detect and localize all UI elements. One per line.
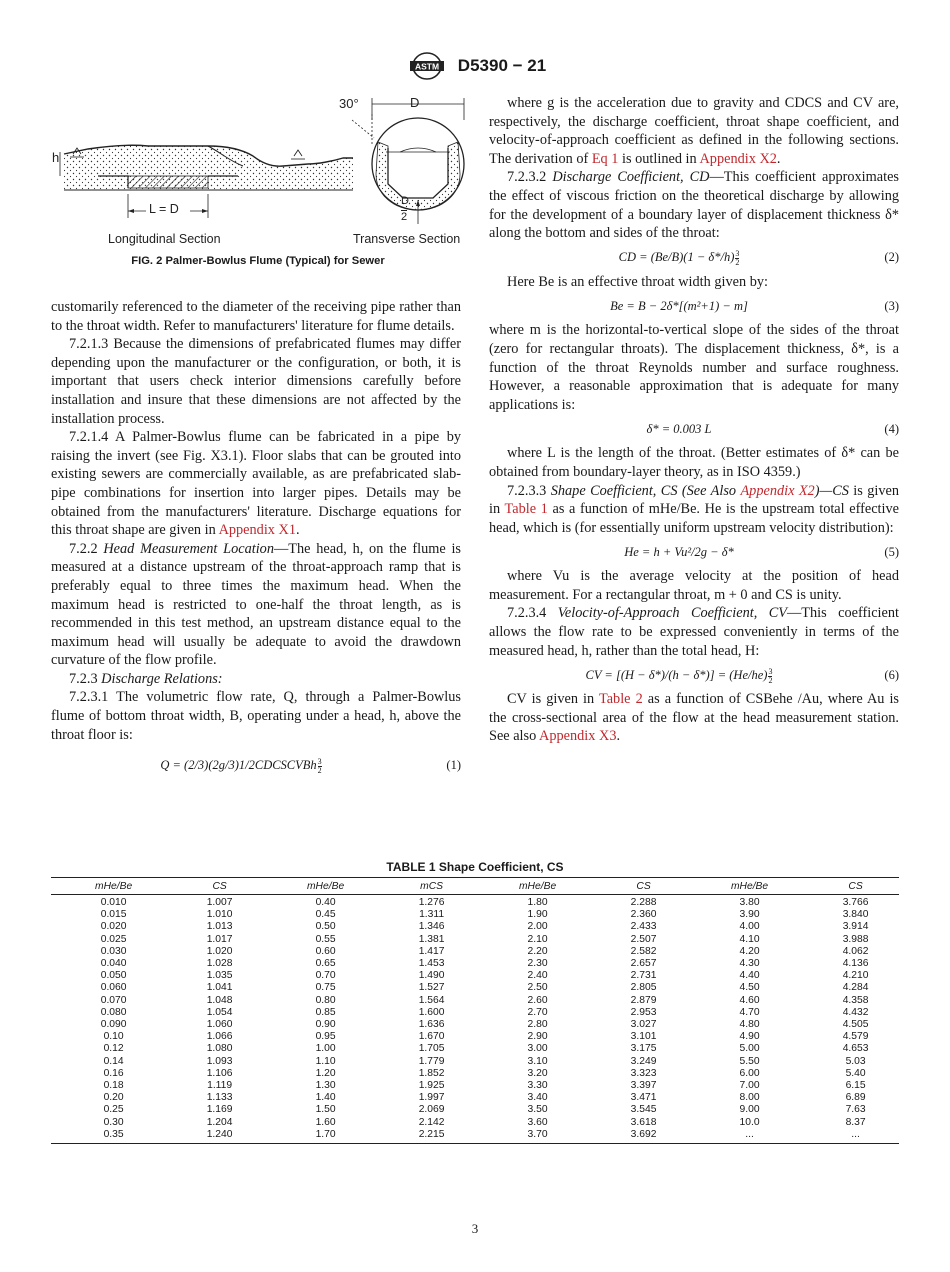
table-cell: 0.65 xyxy=(315,958,336,970)
head-label: h xyxy=(52,150,60,165)
table-row xyxy=(51,1117,899,1129)
table-cell: 2.805 xyxy=(630,982,657,994)
table-cell: 1.705 xyxy=(418,1043,445,1055)
paragraph: 7.2.1.4 A Palmer-Bowlus flume can be fabricated in a pipe by raising the invert (see Fig. X3.1). Floor slabs that can be grouted into existing sewers are commercially available, as are prefabricated slab-pipe combinations for insertion into larger pipes. Details may be obtained from the manufacturers' literature. Discharge equations for this throat shape are given in Appendix X1. xyxy=(51,429,461,539)
table-cell: 1.080 xyxy=(206,1043,233,1055)
equation-3 xyxy=(489,291,899,321)
table-cell: 1.453 xyxy=(418,958,445,970)
table-cell: 4.90 xyxy=(739,1031,760,1043)
table-cell: 1.311 xyxy=(419,909,445,921)
table-cell: ... xyxy=(812,1129,899,1144)
table-cell: 4.432 xyxy=(842,1006,869,1018)
column-header: CS xyxy=(176,878,263,895)
table-cell: 0.20 xyxy=(103,1092,124,1104)
table-row xyxy=(51,895,899,910)
table-cell: 3.80 xyxy=(739,897,760,908)
table-cell: 1.600 xyxy=(418,1006,445,1018)
paragraph: CV is given in Table 2 as a function of CSBehe /Au, where Au is the cross-sectional area of the flow at the head measurement station. See also Appendix X3. xyxy=(489,691,899,745)
table-cell: 1.133 xyxy=(206,1092,233,1104)
table-cell: 3.175 xyxy=(630,1043,657,1055)
table-cell: 5.03 xyxy=(845,1055,866,1067)
paragraph: 7.2.1.3 Because the dimensions of prefabricated flumes may differ depending upon the manufacturer or the configuration, or both, it is important that users check interior dimensions carefully before installation and insure that these dimensions are not affected by the installation process. xyxy=(51,336,461,427)
table-cell: 2.879 xyxy=(630,994,657,1006)
table-cell: 2.215 xyxy=(388,1129,475,1144)
table-cell: 0.16 xyxy=(103,1067,124,1079)
table-cell: 2.360 xyxy=(630,909,657,921)
table-cell: 2.40 xyxy=(527,970,548,982)
table-cell: 1.048 xyxy=(206,994,233,1006)
table-cell: 1.490 xyxy=(418,970,445,982)
paragraph: where m is the horizontal-to-vertical slope of the sides of the throat (zero for rectangular throats). The displacement thickness, δ*, is a function of the throat Reynolds number and surface roughness. However, a reasonable approximation that is adequate for many applications is: xyxy=(489,322,899,413)
table-cell: 3.692 xyxy=(600,1129,687,1144)
table-cell: 1.636 xyxy=(418,1019,445,1031)
table-cell: 4.653 xyxy=(842,1043,869,1055)
table-row xyxy=(51,1043,899,1055)
table-cell: 3.101 xyxy=(630,1031,657,1043)
table-cell: 8.00 xyxy=(739,1092,760,1104)
table-cell: 10.0 xyxy=(739,1116,760,1128)
table-cell: 6.15 xyxy=(845,1080,866,1092)
table-row xyxy=(51,921,899,933)
equation-number: (3) xyxy=(884,299,899,314)
table-row xyxy=(51,1007,899,1019)
table-cell: 2.069 xyxy=(418,1104,445,1116)
table-cell: 0.80 xyxy=(315,994,336,1006)
table-cell: 0.010 xyxy=(100,897,127,908)
table-cell: 4.20 xyxy=(739,945,760,957)
appendix-x2-link[interactable]: Appendix X2 xyxy=(699,150,777,167)
table-cell: 1.054 xyxy=(206,1006,233,1018)
table-cell: 0.85 xyxy=(315,1006,336,1018)
table-cell: 2.288 xyxy=(630,897,657,908)
svg-text:ASTM: ASTM xyxy=(414,61,439,72)
table-cell: 0.70 xyxy=(315,970,336,982)
table-cell: 1.007 xyxy=(206,897,233,908)
paragraph: 7.2.3.1 The volumetric flow rate, Q, through a Palmer-Bowlus flume of bottom throat width, B, operating under a head, h, above the throat floor is: xyxy=(51,689,461,743)
table-cell: 1.066 xyxy=(206,1031,233,1043)
table-cell: 1.997 xyxy=(418,1092,445,1104)
table-cell: 3.840 xyxy=(842,909,869,921)
column-header: mHe/Be xyxy=(687,878,812,895)
table-cell: 2.30 xyxy=(527,958,548,970)
appendix-x2-link[interactable]: Appendix X2 xyxy=(740,482,815,499)
table-cell: 0.60 xyxy=(315,945,336,957)
table-cell: 2.731 xyxy=(630,970,657,982)
table-cell: 9.00 xyxy=(739,1104,760,1116)
paragraph: Here Be is an effective throat width given by: xyxy=(507,273,768,290)
table-cell: 1.670 xyxy=(418,1031,445,1043)
table-cell: 1.240 xyxy=(176,1129,263,1144)
table-cell: 2.657 xyxy=(630,958,657,970)
table-cell: 4.80 xyxy=(739,1019,760,1031)
figure-caption: FIG. 2 Palmer-Bowlus Flume (Typical) for Sewer xyxy=(131,255,385,267)
table-cell: 0.40 xyxy=(315,897,336,908)
table-cell: 2.10 xyxy=(527,933,548,945)
table-cell: 1.60 xyxy=(315,1116,336,1128)
equation-body: δ* = 0.003 L xyxy=(646,422,712,437)
table-row xyxy=(51,946,899,958)
equation-2 xyxy=(489,243,899,273)
angle-label: 30° xyxy=(339,96,359,111)
table-cell: 1.041 xyxy=(206,982,233,994)
table-row xyxy=(51,1031,899,1043)
table-cell: 2.20 xyxy=(527,945,548,957)
table-cell: 0.060 xyxy=(100,982,127,994)
table-cell: 7.63 xyxy=(845,1104,866,1116)
table-row xyxy=(51,934,899,946)
table-header-row xyxy=(51,878,899,895)
half-diameter-denominator: 2 xyxy=(401,211,408,223)
table-cell: 4.50 xyxy=(739,982,760,994)
table-cell: 2.142 xyxy=(418,1116,445,1128)
table-cell: 4.60 xyxy=(739,994,760,1006)
paragraph: 7.2.3.3 Shape Coefficient, CS (See Also Appendix X2)—CS is given in Table 1 as a function of mHe/Be. He is the upstream total effective head, which is (for essentially uniform upstream velocity distribution): xyxy=(489,482,899,536)
table-cell: 1.106 xyxy=(206,1067,233,1079)
table-cell: 4.00 xyxy=(739,921,760,933)
table-cell: 4.284 xyxy=(842,982,869,994)
table-cell: 1.20 xyxy=(315,1067,336,1079)
appendix-x3-link[interactable]: Appendix X3 xyxy=(539,728,617,745)
table-cell: 3.397 xyxy=(630,1080,657,1092)
table-cell: 1.346 xyxy=(418,921,445,933)
table-row xyxy=(51,995,899,1007)
table-cell: 3.471 xyxy=(630,1092,657,1104)
table-cell: 1.035 xyxy=(206,970,233,982)
table-1-link[interactable]: Table 1 xyxy=(504,501,548,518)
equation-body: Be = B − 2δ*[(m²+1) − m] xyxy=(610,299,748,314)
table-cell: 1.779 xyxy=(418,1055,445,1067)
table-cell: 1.00 xyxy=(315,1043,336,1055)
shape-coefficient-table xyxy=(51,877,899,1144)
column-header: CS xyxy=(600,878,687,895)
paragraph: where Vu is the average velocity at the position of head measurement. For a rectangular throat, m + 0 and CS is unity. xyxy=(489,568,899,603)
table-cell: 1.40 xyxy=(315,1092,336,1104)
table-cell: 0.75 xyxy=(315,982,336,994)
table-cell: 0.45 xyxy=(315,909,336,921)
table-row xyxy=(51,1019,899,1031)
table-cell: 0.015 xyxy=(100,909,127,921)
table-cell: 5.00 xyxy=(739,1043,760,1055)
table-cell: 3.20 xyxy=(527,1067,548,1079)
table-cell: 0.080 xyxy=(100,1006,127,1018)
table-row xyxy=(51,1129,899,1144)
table-cell: 1.852 xyxy=(418,1067,445,1079)
table-cell: 4.062 xyxy=(842,945,869,957)
table-row xyxy=(51,1056,899,1068)
table-row xyxy=(51,1104,899,1116)
table-cell: 1.381 xyxy=(418,933,445,945)
table-cell: 3.60 xyxy=(527,1116,548,1128)
table-cell: 1.017 xyxy=(206,933,233,945)
table-cell: 1.80 xyxy=(527,897,548,908)
table-cell: 3.50 xyxy=(527,1104,548,1116)
table-cell: 0.30 xyxy=(103,1116,124,1128)
table-row xyxy=(51,1080,899,1092)
table-cell: 3.40 xyxy=(527,1092,548,1104)
page-header xyxy=(0,52,950,82)
table-cell: 1.013 xyxy=(206,921,233,933)
astm-logo-icon xyxy=(404,52,450,80)
table-cell: 3.618 xyxy=(630,1116,657,1128)
diameter-label: D xyxy=(410,95,420,110)
table-cell: 3.00 xyxy=(527,1043,548,1055)
table-cell: 3.766 xyxy=(842,897,869,908)
table-cell: 0.030 xyxy=(100,945,127,957)
table-cell: 3.70 xyxy=(475,1129,600,1144)
table-cell: 0.10 xyxy=(103,1031,124,1043)
table-cell: 4.40 xyxy=(739,970,760,982)
table-cell: 0.050 xyxy=(100,970,127,982)
table-cell: 8.37 xyxy=(845,1116,866,1128)
equation-body: He = h + Vu²/2g − δ* xyxy=(624,544,734,559)
table-cell: 3.545 xyxy=(630,1104,657,1116)
equation-number: (5) xyxy=(884,544,899,559)
table-cell: 1.010 xyxy=(206,909,233,921)
table-cell: 1.30 xyxy=(315,1080,336,1092)
paragraph: customarily referenced to the diameter of the receiving pipe rather than to the throat width. Refer to manufacturers' literature for flume details. xyxy=(51,299,461,334)
table-cell: 3.10 xyxy=(527,1055,548,1067)
transverse-section-label: Transverse Section xyxy=(353,232,461,246)
table-cell: 0.090 xyxy=(100,1019,127,1031)
table-cell: 0.55 xyxy=(315,933,336,945)
equation-5 xyxy=(489,537,899,567)
table-cell: 4.505 xyxy=(842,1019,869,1031)
table-cell: 0.35 xyxy=(51,1129,176,1144)
eq-1-link[interactable]: Eq 1 xyxy=(591,150,619,167)
flume-figure xyxy=(48,94,468,274)
table-cell: 3.988 xyxy=(842,933,869,945)
table-cell: 0.50 xyxy=(315,921,336,933)
table-cell: 0.040 xyxy=(100,958,127,970)
table-cell: 2.70 xyxy=(527,1006,548,1018)
equation-4 xyxy=(489,414,899,444)
column-header: mHe/Be xyxy=(51,878,176,895)
table-cell: 1.417 xyxy=(418,945,445,957)
table-cell: 1.028 xyxy=(206,958,233,970)
length-label: L = D xyxy=(149,202,179,216)
half-diameter-numerator: D xyxy=(401,195,409,207)
table-cell: 1.527 xyxy=(418,982,445,994)
table-cell: 1.119 xyxy=(207,1080,233,1092)
table-cell: 1.10 xyxy=(315,1055,336,1067)
table-row xyxy=(51,1068,899,1080)
table-row xyxy=(51,970,899,982)
paragraph: 7.2.2 Head Measurement Location—The head, h, on the flume is measured at a distance upstream of the throat-approach ramp that is preferably equal to three times the maximum head. When the maximum head is restricted to one-half the throat length, as is recommended in this test method, an upstream distance equal to the maximum head will usually be adequate to avoid the drawdown curvature of the flow profile. xyxy=(51,540,461,669)
table-cell: 1.50 xyxy=(315,1104,336,1116)
table-cell: 0.95 xyxy=(315,1031,336,1043)
equation-body: CV = [(H − δ*)/(h − δ*)] = (He/he) $\frac{3}{2}$ xyxy=(585,666,773,685)
table-cell: 1.169 xyxy=(206,1104,233,1116)
equation-number: (2) xyxy=(884,250,899,265)
table-cell: 0.12 xyxy=(103,1043,124,1055)
table-cell: 3.027 xyxy=(630,1019,657,1031)
table-cell: 2.50 xyxy=(527,982,548,994)
table-cell: 2.00 xyxy=(527,921,548,933)
table-cell: 7.00 xyxy=(739,1080,760,1092)
appendix-x1-link[interactable]: Appendix X1 xyxy=(218,522,296,539)
table-row xyxy=(51,1092,899,1104)
column-header: mHe/Be xyxy=(263,878,388,895)
table-cell: 4.70 xyxy=(739,1006,760,1018)
paragraph: 7.2.3.4 Velocity-of-Approach Coefficient, CV—This coefficient allows the flow rate to be expressed conveniently in terms of the measured head, h, rather than the total head, H: xyxy=(489,605,899,659)
table-cell: 0.18 xyxy=(103,1080,124,1092)
table-cell: 1.564 xyxy=(418,994,445,1006)
equation-number: (1) xyxy=(446,757,461,772)
longitudinal-section-drawing xyxy=(60,145,353,218)
table-row xyxy=(51,909,899,921)
table-cell: 6.89 xyxy=(845,1092,866,1104)
table-cell: 3.249 xyxy=(630,1055,657,1067)
paragraph: where L is the length of the throat. (Better estimates of δ* can be obtained from boundary-layer theory, as in ISO 4359.) xyxy=(489,445,899,480)
equation-number: (6) xyxy=(884,667,899,682)
table-cell: 2.953 xyxy=(630,1006,657,1018)
table-cell: 1.204 xyxy=(206,1116,233,1128)
left-column xyxy=(51,298,461,780)
table-cell: 6.00 xyxy=(739,1067,760,1079)
table-cell: 1.276 xyxy=(418,897,445,908)
document-id: D5390 − 21 xyxy=(457,56,547,75)
table-cell: 1.925 xyxy=(418,1080,445,1092)
right-column xyxy=(489,94,899,746)
table-cell: 3.30 xyxy=(527,1080,548,1092)
table-cell: 0.025 xyxy=(100,933,127,945)
table-cell: 2.582 xyxy=(630,945,657,957)
table-cell: 0.070 xyxy=(100,994,127,1006)
longitudinal-section-label: Longitudinal Section xyxy=(108,232,221,246)
table-cell: 3.914 xyxy=(842,921,869,933)
table-cell: 0.90 xyxy=(315,1019,336,1031)
equation-body: Q = (2/3)(2g/3)1/2CDCSCVBh $\frac{3}{2}$ xyxy=(160,756,322,775)
equation-1 xyxy=(51,750,461,780)
table-cell: 0.25 xyxy=(103,1104,124,1116)
column-header: mCS xyxy=(388,878,475,895)
table-cell: 2.60 xyxy=(527,994,548,1006)
table-cell: 0.020 xyxy=(100,921,127,933)
table-2-link[interactable]: Table 2 xyxy=(598,691,643,708)
table-body xyxy=(51,895,899,1144)
equation-body: CD = (Be/B)(1 − δ*/h) $\frac{3}{2}$ xyxy=(618,249,740,268)
paragraph: 7.2.3.2 Discharge Coefficient, CD—This coefficient approximates the effect of viscous friction on the theoretical discharge by allowing for the development of a boundary layer of displacement thickness δ* along the bottom and sides of the throat: xyxy=(489,169,899,242)
table-cell: 4.30 xyxy=(739,958,760,970)
table-cell: 2.507 xyxy=(630,933,657,945)
table-cell: 4.579 xyxy=(842,1031,869,1043)
table-cell: 1.70 xyxy=(263,1129,388,1144)
table-cell: 0.14 xyxy=(103,1055,124,1067)
page-number: 3 xyxy=(471,1221,479,1236)
table-cell: 1.020 xyxy=(206,945,233,957)
table-title: TABLE 1 Shape Coefficient, CS xyxy=(386,860,564,874)
table-cell: 2.433 xyxy=(630,921,657,933)
table-cell: ... xyxy=(687,1129,812,1144)
table-cell: 5.50 xyxy=(739,1055,760,1067)
table-cell: 4.10 xyxy=(739,933,760,945)
table-cell: 2.90 xyxy=(527,1031,548,1043)
table-cell: 3.90 xyxy=(739,909,760,921)
column-header: mHe/Be xyxy=(475,878,600,895)
table-cell: 4.210 xyxy=(842,970,869,982)
table-cell: 3.323 xyxy=(630,1067,657,1079)
equation-number: (4) xyxy=(884,422,899,437)
table-cell: 2.80 xyxy=(527,1019,548,1031)
paragraph: where g is the acceleration due to gravity and CDCS and CV are, respectively, the discharge coefficient, throat shape coefficient, and velocity-of-approach coefficient as defined in the following sections. The derivation of Eq 1 is outlined in Appendix X2. xyxy=(489,95,899,167)
paragraph: 7.2.3 Discharge Relations: xyxy=(69,670,223,687)
table-cell: 1.90 xyxy=(527,909,548,921)
table-cell: 4.358 xyxy=(842,994,869,1006)
table-cell: 4.136 xyxy=(842,958,869,970)
table-row xyxy=(51,958,899,970)
table-cell: 1.060 xyxy=(206,1019,233,1031)
column-header: CS xyxy=(812,878,899,895)
equation-6 xyxy=(489,660,899,690)
table-row xyxy=(51,982,899,994)
table-cell: 1.093 xyxy=(206,1055,233,1067)
table-cell: 5.40 xyxy=(845,1067,866,1079)
